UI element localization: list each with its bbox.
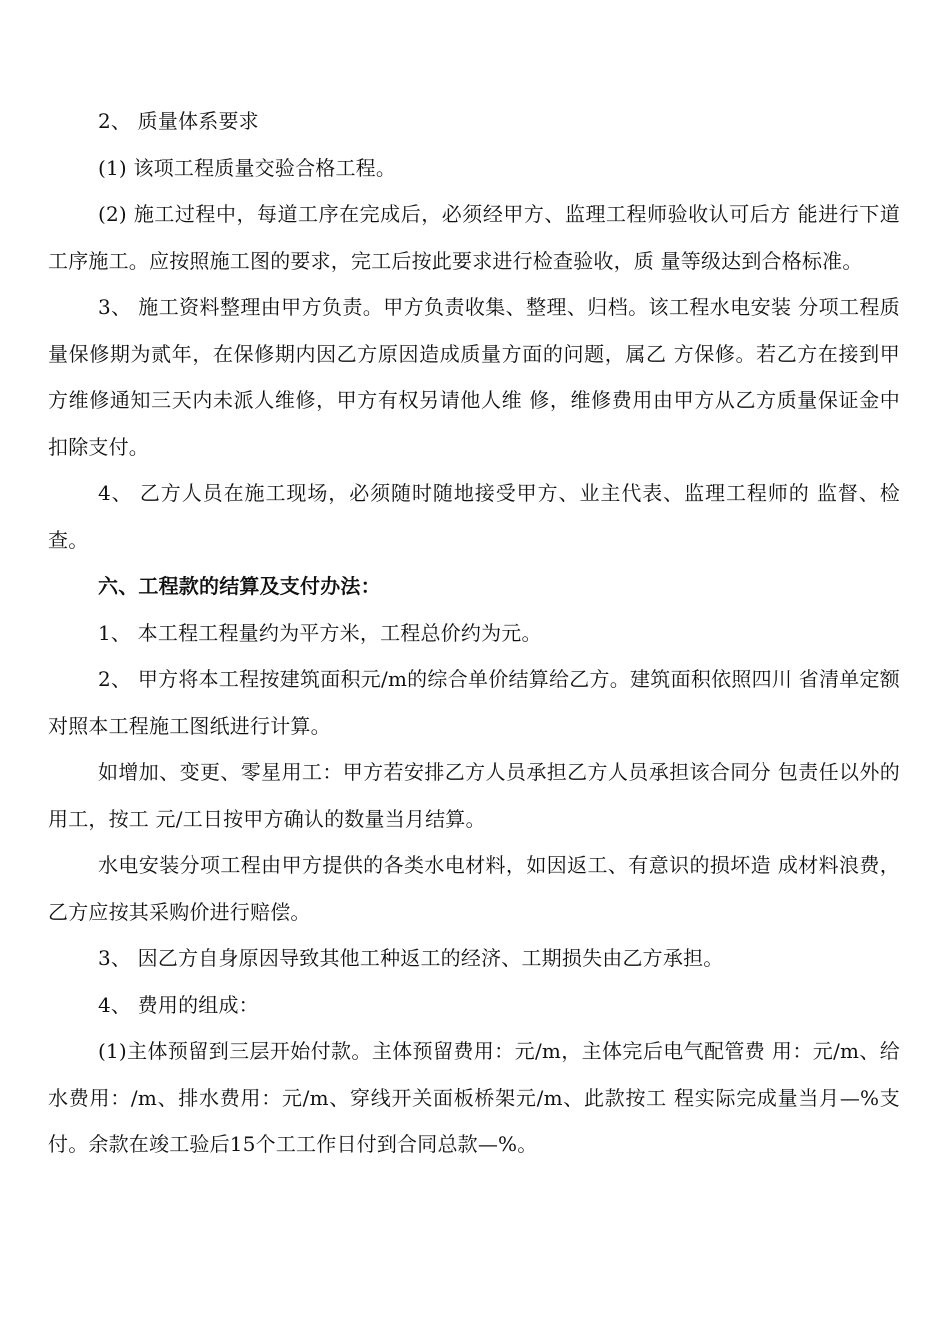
- paragraph-supervision: 4、 乙方人员在施工现场，必须随时随地接受甲方、业主代表、监理工程师的 监督、检查。: [48, 481, 900, 552]
- paragraph-payment-2: 2、 甲方将本工程按建筑面积元/m的综合单价结算给乙方。建筑面积依照四川 省清单定额对照本工程施工图纸进行计算。: [48, 667, 900, 738]
- paragraph-payment-3: 3、 因乙方自身原因导致其他工种返工的经济、工期损失由乙方承担。: [98, 946, 724, 970]
- paragraph-fee-composition: (1)主体预留到三层开始付款。主体预留费用：元/m，主体完后电气配管费 用：元/m、给水费用：/m、排水费用：元/m、穿线开关面板桥架元/m、此款按工 程实际完成量当月—%支付。余款在竣工验后15个工工作日付到合同总款—%。: [48, 1039, 900, 1156]
- paragraph-extra-labor: 如增加、变更、零星用工：甲方若安排乙方人员承担乙方人员承担该合同分 包责任以外的用工，按工 元/工日按甲方确认的数量当月结算。: [48, 760, 900, 831]
- paragraph-payment-1: 1、 本工程工程量约为平方米，工程总价约为元。: [98, 620, 542, 645]
- paragraph-quality-2: (2) 施工过程中，每道工序在完成后，必须经甲方、监理工程师验收认可后方 能进行下道工序施工。应按照施工图的要求，完工后按此要求进行检查验收，质 量等级达到合格标准。: [48, 202, 900, 273]
- paragraph-materials: 水电安装分项工程由甲方提供的各类水电材料，如因返工、有意识的损坏造 成材料浪费，乙方应按其采购价进行赔偿。: [48, 853, 900, 924]
- paragraph-quality-system: 2、 质量体系要求: [98, 109, 259, 133]
- section-heading-payment: 六、工程款的结算及支付办法：: [98, 574, 381, 598]
- document-body: [48, 98, 900, 1168]
- paragraph-records: 3、 施工资料整理由甲方负责。甲方负责收集、整理、归档。该工程水电安装 分项工程质量保修期为贰年，在保修期内因乙方原因造成质量方面的问题，属乙 方保修。若乙方在接到甲方维修通知三天内未派人维修，甲方有权另请他人维 修，维修费用由甲方从乙方质量保证金中扣除支付。: [48, 295, 900, 459]
- paragraph-payment-4: 4、 费用的组成：: [98, 992, 259, 1017]
- paragraph-quality-1: (1) 该项工程质量交验合格工程。: [98, 155, 397, 180]
